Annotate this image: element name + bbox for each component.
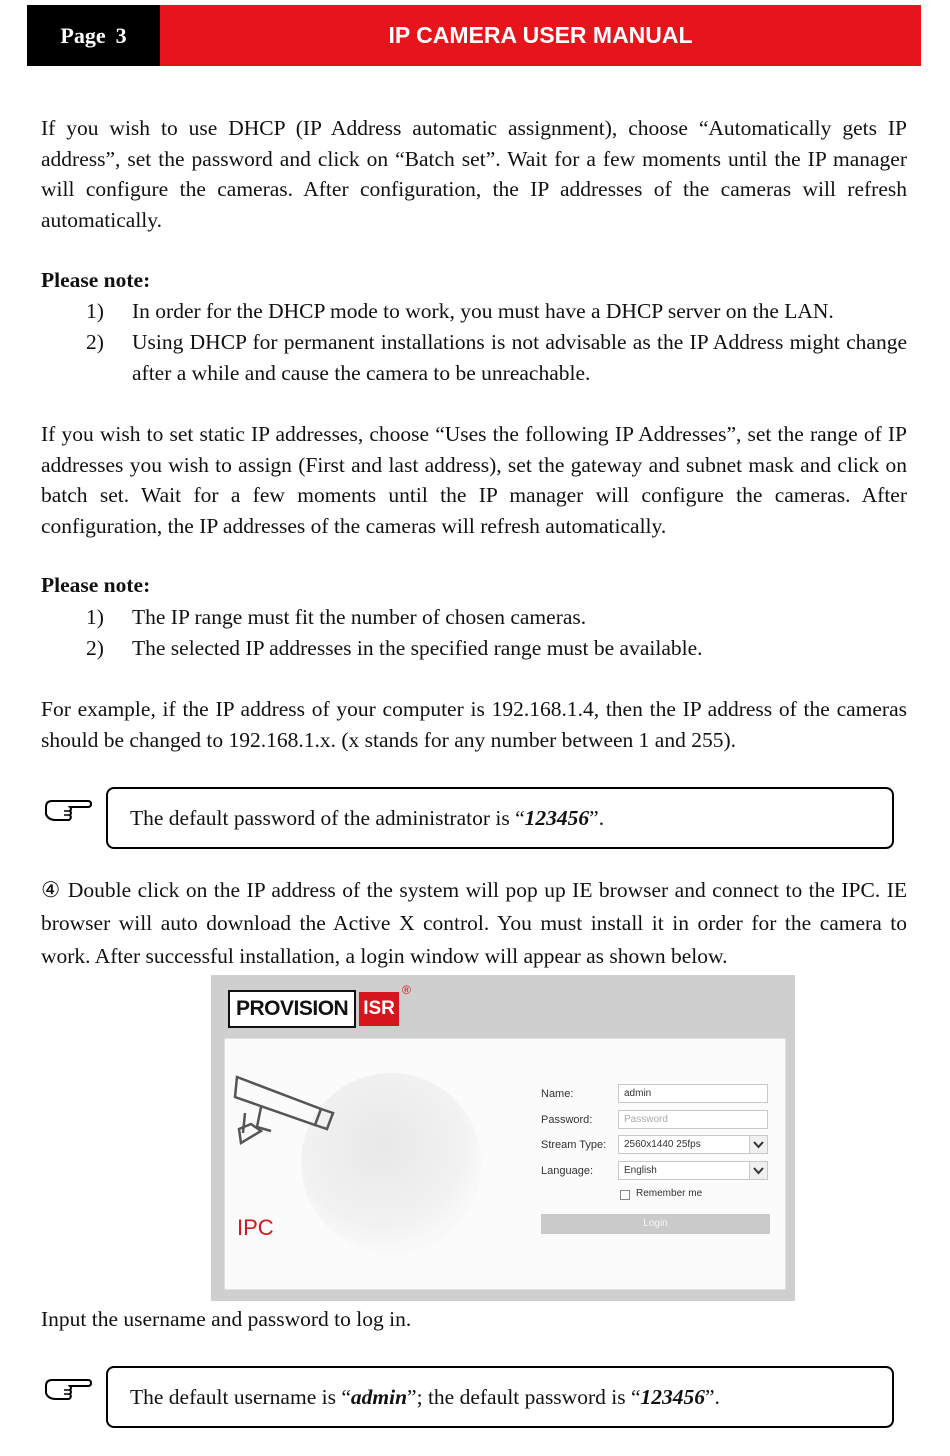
pointing-hand-icon [44,797,92,825]
list-number: 1) [86,299,104,323]
dhcp-paragraph: If you wish to use DHCP (IP Address automatic assignment), choose “Automatically gets IP address”, set the password and click on “Batch set”. Wait for a few moments until the IP manager will configure the cameras. After configuration, the IP addresses of the cameras will refresh automatically. [41,116,907,232]
login-instruction: Input the username and password to log in. [41,1307,412,1331]
list-item [86,327,907,388]
callout-middle: ”; the default password is “ [407,1384,641,1409]
stream-type-select[interactable] [618,1135,768,1154]
ipc-label: IPC [237,1215,274,1240]
language-label: Language: [541,1165,593,1177]
name-label: Name: [541,1088,574,1100]
callout-prefix: The default password of the administrator is “ [130,805,525,830]
password-label: Password: [541,1114,593,1126]
callout-prefix: The default username is “ [130,1384,351,1409]
stream-type-label: Stream Type: [541,1139,607,1151]
camera-icon [231,1069,341,1159]
list-item [86,602,907,633]
list-text: The IP range must fit the number of chosen cameras. [132,605,587,629]
note-title-static: Please note: [41,573,151,597]
login-panel [224,1038,786,1290]
list-text: In order for the DHCP mode to work, you must have a DHCP server on the LAN. [132,299,834,323]
chevron-down-icon [749,1136,767,1153]
list-number: 1) [86,605,104,629]
static-ip-paragraph: If you wish to set static IP addresses, choose “Uses the following IP Addresses”, set the range of IP addresses you wish to assign (First and last address), set the gateway and subnet mask and click on batch set. Wait for a few moments until the IP manager will configure the cameras. After configuration, the IP addresses of the cameras will refresh automatically. [41,422,907,538]
list-text: Using DHCP for permanent installations is not advisable as the IP Address might change after a while and cause the camera to be unreachable. [132,330,907,385]
callout-text [130,806,604,831]
provision-isr-logo [228,983,411,1029]
page-header [27,5,921,66]
page-number: 3 [115,22,127,48]
logo-provision: PROVISION [228,990,356,1028]
callout-suffix: ”. [589,805,605,830]
callout-suffix: ”. [705,1384,720,1409]
logo-registered-mark: ® [402,983,411,997]
logo-isr: ISR [359,992,399,1026]
callout-text [130,1385,720,1410]
list-item [86,633,907,664]
language-value: English [624,1165,657,1176]
chevron-down-icon [749,1162,767,1179]
manual-title: IP CAMERA USER MANUAL [160,5,921,66]
note-title-dhcp: Please note: [41,268,151,292]
page-number-box [27,5,160,66]
language-select[interactable] [618,1161,768,1180]
default-password-callout [106,787,894,849]
default-password: 123456 [640,1384,705,1409]
list-number: 2) [86,636,104,660]
login-button[interactable]: Login [541,1214,770,1234]
login-screenshot [211,975,795,1301]
list-text: The selected IP addresses in the specified range must be available. [132,636,703,660]
list-number: 2) [86,330,104,354]
password-input[interactable]: Password [618,1110,768,1129]
default-password: 123456 [524,805,590,830]
username-input[interactable]: admin [618,1084,768,1103]
example-paragraph: For example, if the IP address of your computer is 192.168.1.4, then the IP address of the cameras should be changed to 192.168.1.x. (x stands for any number between 1 and 255). [41,697,907,752]
browser-paragraph: ④ Double click on the IP address of the system will pop up IE browser and connect to the IPC. IE browser will auto download the Active X control. You must install it in order for the camera to work. After successful installation, a login window will appear as shown below. [41,878,907,968]
remember-me-label: Remember me [636,1188,703,1199]
default-username: admin [350,1384,408,1409]
default-credentials-callout [106,1366,894,1428]
remember-me-checkbox[interactable] [620,1190,630,1200]
stream-type-value: 2560x1440 25fps [624,1139,701,1150]
list-item [86,296,907,327]
page-label: Page [60,22,106,48]
pointing-hand-icon [44,1376,92,1404]
